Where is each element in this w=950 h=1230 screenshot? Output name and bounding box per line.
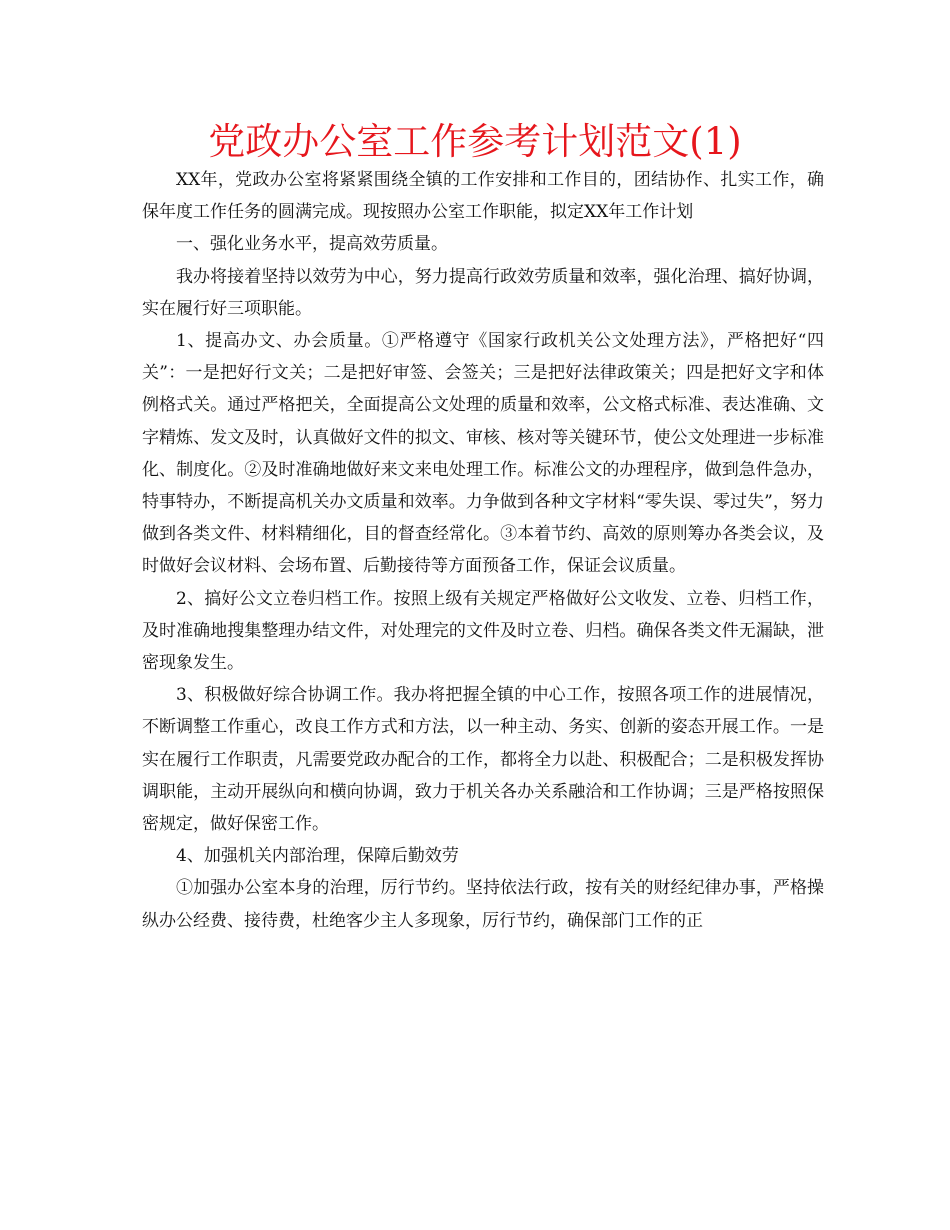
paragraph-intro: XX年，党政办公室将紧紧围绕全镇的工作安排和工作目的，团结协作、扎实工作，确保年度工作任务的圆满完成。现按照办公室工作职能，拟定XX年工作计划 xyxy=(142,170,824,223)
paragraph-item-4-1: ①加强办公室本身的治理，厉行节约。坚持依法行政，按有关的财经纪律办事，严格操纵办公经费、接待费，杜绝客少主人多现象，厉行节约，确保部门工作的正 xyxy=(142,878,824,931)
paragraph-item-2: 2、搞好公文立卷归档工作。按照上级有关规定严格做好公文收发、立卷、归档工作，及时准确地搜集整理办结文件，对处理完的文件及时立卷、归档。确保各类文件无漏缺，泄密现象发生。 xyxy=(142,588,824,674)
paragraph-service: 我办将接着坚持以效劳为中心，努力提高行政效劳质量和效率，强化治理、搞好协调，实在履行好三项职能。 xyxy=(142,266,824,319)
document-body xyxy=(142,164,824,937)
paragraph-item-4: 4、加强机关内部治理，保障后勤效劳 xyxy=(176,846,459,867)
paragraph-heading-1: 一、强化业务水平，提高效劳质量。 xyxy=(176,234,448,255)
document-title: 党政办公室工作参考计划范文(1) xyxy=(208,120,742,163)
paragraph-item-3: 3、积极做好综合协调工作。我办将把握全镇的中心工作，按照各项工作的进展情况，不断调整工作重心，改良工作方式和方法，以一种主动、务实、创新的姿态开展工作。一是实在履行工作职责，凡需要党政办配合的工作，都将全力以赴、积极配合；二是积极发挥协调职能，主动开展纵向和横向协调，致力于机关各办关系融洽和工作协调；三是严格按照保密规定，做好保密工作。 xyxy=(142,685,824,835)
paragraph-item-1: 1、提高办文、办会质量。①严格遵守《国家行政机关公文处理方法》，严格把好“四关”：一是把好行文关；二是把好审签、会签关；三是把好法律政策关；四是把好文字和体例格式关。通过严格把关，全面提高公文处理的质量和效率，公文格式标准、表达准确、文字精炼、发文及时，认真做好文件的拟文、审核、核对等关键环节，使公文处理进一步标准化、制度化。②及时准确地做好来文来电处理工作。标准公文的办理程序，做到急件急办，特事特办，不断提高机关办文质量和效率。力争做到各种文字材料“零失误、零过失”，努力做到各类文件、材料精细化，目的督查经常化。③本着节约、高效的原则筹办各类会议，及时做好会议材料、会场布置、后勤接待等方面预备工作，保证会议质量。 xyxy=(142,331,824,577)
